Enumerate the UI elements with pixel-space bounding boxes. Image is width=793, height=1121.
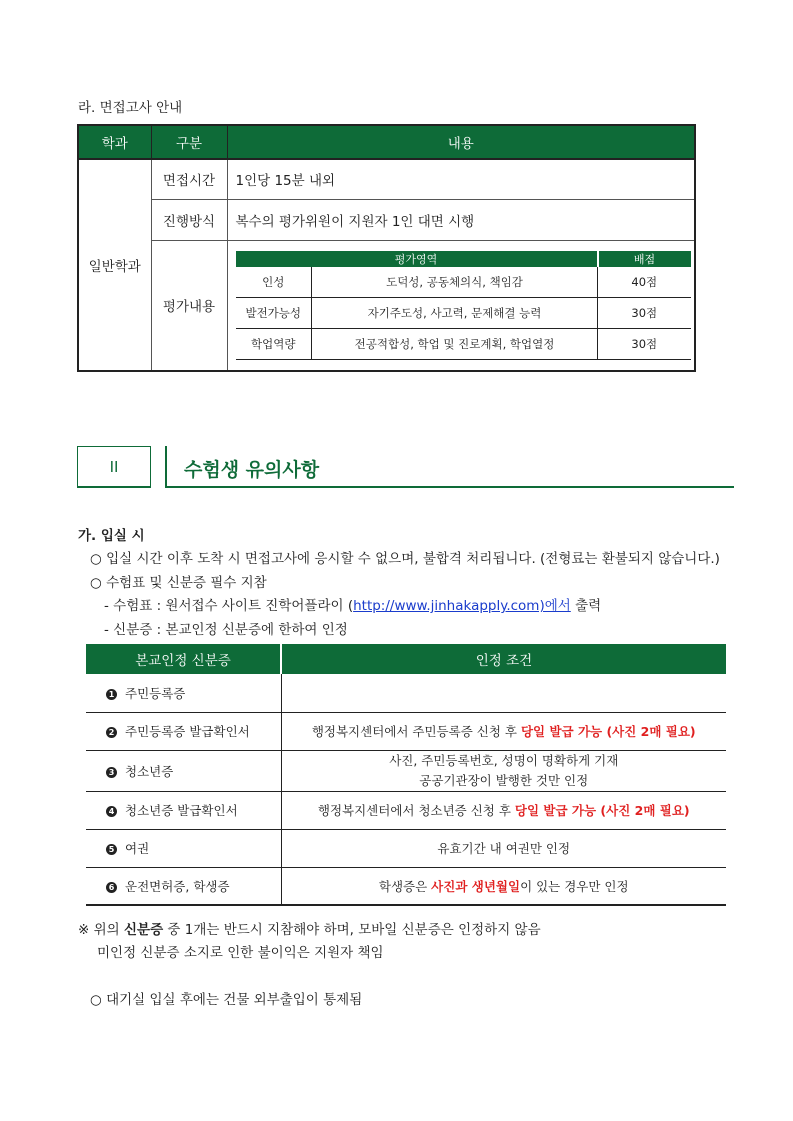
evaluation-table — [236, 251, 691, 361]
department-cell: 일반학과 — [78, 159, 151, 371]
eval-detail: 도덕성, 공동체의식, 책임감 — [312, 267, 598, 298]
bullet-late-arrival: ○ 입실 시간 이후 도착 시 면접고사에 응시할 수 없으며, 불합격 처리됩니다. (전형료는 환불되지 않습니다.) — [90, 551, 720, 567]
id-condition-text: 행정복지센터에서 청소년증 신청 후 — [317, 803, 515, 818]
id-type-cell — [86, 712, 281, 750]
number-badge-icon: 2 — [106, 727, 117, 738]
id-condition — [281, 712, 726, 750]
note-required-id — [78, 918, 541, 938]
id-type-name: 청소년증 — [125, 763, 174, 779]
eval-score: 30점 — [598, 329, 691, 360]
header-content: 내용 — [227, 125, 695, 159]
number-badge-icon: 6 — [106, 882, 117, 893]
note-text: ※ 위의 — [78, 922, 124, 938]
eval-area: 인성 — [236, 267, 312, 298]
evaluation-cell — [227, 240, 695, 371]
id-condition — [281, 674, 726, 712]
number-badge-icon: 1 — [106, 689, 117, 700]
header-category: 구분 — [151, 125, 227, 159]
id-condition — [281, 829, 726, 867]
section-divider-bar — [165, 446, 167, 488]
eval-area: 학업역량 — [236, 329, 312, 360]
id-header-type: 본교인정 신분증 — [86, 644, 281, 674]
section-underline — [165, 486, 734, 488]
id-condition-text: 학생증은 — [378, 878, 432, 894]
number-badge-icon: 3 — [106, 767, 117, 778]
bullet-required-items: ○ 수험표 및 신분증 필수 지참 — [90, 575, 267, 591]
id-header-condition: 인정 조건 — [281, 644, 726, 674]
number-badge-icon: 4 — [106, 806, 117, 817]
eval-score: 30점 — [598, 298, 691, 329]
id-type-cell — [86, 674, 281, 712]
id-condition-text: 행정복지센터에서 주민등록증 신청 후 — [311, 724, 521, 739]
eval-header-area: 평가영역 — [236, 251, 598, 267]
id-condition-text: 이 있는 경우만 인정 — [520, 878, 629, 894]
id-type-name: 여권 — [125, 841, 150, 856]
eval-score: 40점 — [598, 267, 691, 298]
id-type-name: 청소년증 발급확인서 — [125, 803, 238, 818]
id-type-name: 주민등록증 — [125, 685, 186, 701]
id-condition — [281, 750, 726, 791]
eval-area: 발전가능성 — [236, 298, 312, 329]
sub-id-card: - 신분증 : 본교인정 신분증에 한하여 인정 — [104, 622, 348, 638]
section-title: 수험생 유의사항 — [184, 459, 320, 481]
number-badge-icon: 5 — [106, 844, 117, 855]
row-label-evaluation: 평가내용 — [151, 240, 227, 371]
row-label-method: 진행방식 — [151, 199, 227, 240]
id-type-name: 운전면허증, 학생증 — [125, 878, 230, 894]
id-condition-line: 사진, 주민등록번호, 성명이 명확하게 기재 — [389, 752, 619, 768]
note-text: 중 1개는 반드시 지참해야 하며, 모바일 신분증은 인정하지 않음 — [163, 922, 541, 938]
id-type-cell — [86, 791, 281, 829]
id-condition-highlight: 당일 발급 가능 (사진 2매 필요) — [520, 724, 696, 739]
id-condition-highlight: 당일 발급 가능 (사진 2매 필요) — [514, 803, 690, 818]
id-type-cell — [86, 750, 281, 791]
sub-admission-ticket-prefix: - 수험표 : 원서접수 사이트 진학어플라이 ( — [104, 598, 354, 614]
eval-header-score: 배점 — [598, 251, 691, 267]
header-department: 학과 — [78, 125, 151, 159]
sub-admission-ticket — [104, 594, 601, 614]
eval-detail: 자기주도성, 사고력, 문제해결 능력 — [312, 298, 598, 329]
section-number-box: II — [77, 446, 151, 488]
sub-admission-ticket-suffix: 출력 — [570, 598, 602, 614]
id-card-table — [86, 644, 726, 906]
id-condition — [281, 791, 726, 829]
interview-info-table — [77, 124, 696, 372]
row-label-time: 면접시간 — [151, 159, 227, 199]
id-condition — [281, 867, 726, 905]
id-condition-text: 유효기간 내 여권만 인정 — [437, 841, 571, 856]
bullet-waiting-room: ○ 대기실 입실 후에는 건물 외부출입이 통제됨 — [90, 992, 363, 1008]
section-title-interview: 라. 면접고사 안내 — [78, 100, 183, 116]
id-condition-highlight: 사진과 생년월일 — [431, 878, 521, 894]
eval-detail: 전공적합성, 학업 및 진로계획, 학업열정 — [312, 329, 598, 360]
row-content-method: 복수의 평가위원이 지원자 1인 대면 시행 — [227, 199, 695, 240]
id-type-cell — [86, 829, 281, 867]
note-liability: 미인정 신분증 소지로 인한 불이익은 지원자 책임 — [97, 945, 384, 961]
id-type-cell — [86, 867, 281, 905]
jinhakapply-link[interactable]: http://www.jinhakapply.com)에서 — [353, 598, 571, 614]
subsection-title: 가. 입실 시 — [78, 528, 145, 544]
row-content-time: 1인당 15분 내외 — [227, 159, 695, 199]
id-condition-line: 공공기관장이 발행한 것만 인정 — [419, 772, 589, 788]
note-emphasis: 신분증 — [123, 922, 164, 938]
id-type-name: 주민등록증 발급확인서 — [125, 724, 250, 739]
